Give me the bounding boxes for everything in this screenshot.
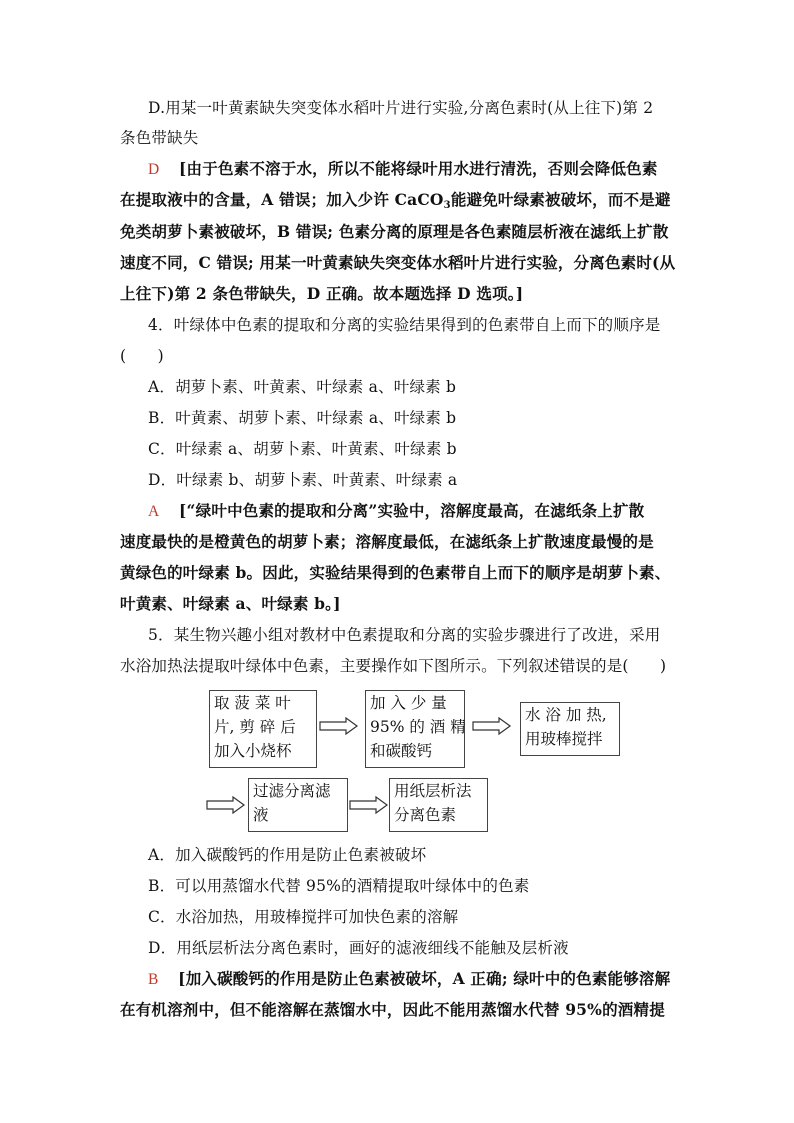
flow-box-5-line1: 用纸层析法 (394, 782, 472, 800)
flow-arrow-2 (472, 717, 512, 735)
q3-explanation-line5: 上往下)第 2 条色带缺失，D 正确。故本题选择 D 选项。] (120, 284, 524, 303)
flow-arrow-4 (349, 796, 389, 814)
flow-box-4-line1: 过滤分离滤 (253, 782, 331, 800)
q4-explanation-line4: 叶黄素、叶绿素 a、叶绿素 b。] (120, 594, 341, 613)
q5-option-b: B．可以用蒸馏水代替 95%的酒精提取叶绿体中的色素 (148, 877, 530, 895)
q5-answer: B (148, 971, 159, 988)
q4-option-b: B．叶黄素、胡萝卜素、叶绿素 a、叶绿素 b (148, 409, 457, 427)
q4-answer: A (148, 503, 160, 520)
flow-box-4-line2: 液 (253, 806, 269, 824)
flow-box-1-line1: 取 菠 菜 叶 (214, 694, 291, 712)
flow-box-3-line1: 水 浴 加 热, (525, 706, 607, 724)
flow-box-3-line2: 用玻棒搅拌 (525, 730, 603, 748)
q4-explanation-line2: 速度最快的是橙黄色的胡萝卜素；溶解度最低，在滤纸条上扩散速度最慢的是 (120, 532, 654, 551)
flow-box-2-line1: 加 入 少 量 (370, 694, 447, 712)
q3-explanation-line4: 速度不同，C 错误; 用某一叶黄素缺失突变体水稻叶片进行实验，分离色素时(从 (120, 253, 676, 272)
flow-box-2 (365, 690, 465, 768)
q3-explanation-line2 (120, 190, 671, 210)
flow-box-1 (209, 690, 317, 768)
q4-option-a: A．胡萝卜素、叶黄素、叶绿素 a、叶绿素 b (148, 378, 457, 396)
q5-explanation-line2: 在有机溶剂中，但不能溶解在蒸馏水中，因此不能用蒸馏水代替 95%的酒精提 (120, 1000, 665, 1019)
q5-exp-text1: [加入碳酸钙的作用是防止色素被破坏，A 正确; 绿叶中的色素能够溶解 (178, 969, 671, 988)
flow-box-5 (389, 778, 488, 832)
flow-box-1-line3: 加入小烧杯 (214, 742, 292, 760)
flow-arrow-1 (319, 717, 359, 735)
flow-box-2-line2: 95% 的 酒 精 (370, 718, 466, 736)
q3-answer: D (148, 161, 160, 178)
q5-stem-line2: 水浴加热法提取叶绿体中色素，主要操作如下图所示。下列叙述错误的是( ) (120, 657, 667, 675)
q4-option-d: D．叶绿素 b、胡萝卜素、叶黄素、叶绿素 a (148, 471, 458, 489)
q3-exp-sub: 3 (443, 200, 451, 211)
q3-explanation-line1 (148, 159, 658, 180)
flow-box-4 (248, 778, 348, 832)
q5-option-a: A．加入碳酸钙的作用是防止色素被破坏 (148, 846, 427, 864)
q4-stem-line1: 4．叶绿体中色素的提取和分离的实验结果得到的色素带自上而下的顺序是 (148, 316, 661, 334)
q4-stem-line2: ( ) (120, 347, 164, 365)
q5-option-d: D．用纸层析法分离色素时，画好的滤液细线不能触及层析液 (148, 939, 569, 957)
q5-stem-line1: 5．某生物兴趣小组对教材中色素提取和分离的实验步骤进行了改进，采用 (148, 626, 661, 644)
flow-arrow-3 (206, 796, 246, 814)
q4-exp-text1: [“绿叶中色素的提取和分离”实验中，溶解度最高，在滤纸条上扩散 (179, 501, 645, 520)
flow-box-1-line2: 片, 剪 碎 后 (214, 718, 296, 736)
q4-explanation-line3: 黄绿色的叶绿素 b。因此，实验结果得到的色素带自上而下的顺序是胡萝卜素、 (120, 563, 671, 582)
q3-exp-text1: [由于色素不溶于水，所以不能将绿叶用水进行清洗，否则会降低色素 (179, 159, 658, 178)
flow-box-2-line3: 和碳酸钙 (370, 742, 433, 760)
q4-explanation-line1 (148, 501, 644, 522)
q3-exp-text2a: 在提取液中的含量，A 错误；加入少许 CaCO (120, 190, 444, 209)
flow-box-3 (520, 702, 620, 756)
q3-exp-text2b: 能避免叶绿素被破坏，而不是避 (450, 190, 671, 209)
q5-explanation-line1 (148, 969, 670, 990)
q3-option-d-line1: D.用某一叶黄素缺失突变体水稻叶片进行实验,分离色素时(从上往下)第 2 (148, 99, 654, 117)
q3-explanation-line3: 免类胡萝卜素被破坏，B 错误; 色素分离的原理是各色素随层析液在滤纸上扩散 (120, 222, 669, 241)
q5-option-c: C．水浴加热，用玻棒搅拌可加快色素的溶解 (148, 908, 459, 926)
q3-option-d-line2: 条色带缺失 (120, 129, 199, 147)
q4-option-c: C．叶绿素 a、胡萝卜素、叶黄素、叶绿素 b (148, 440, 457, 458)
flow-box-5-line2: 分离色素 (394, 806, 457, 824)
